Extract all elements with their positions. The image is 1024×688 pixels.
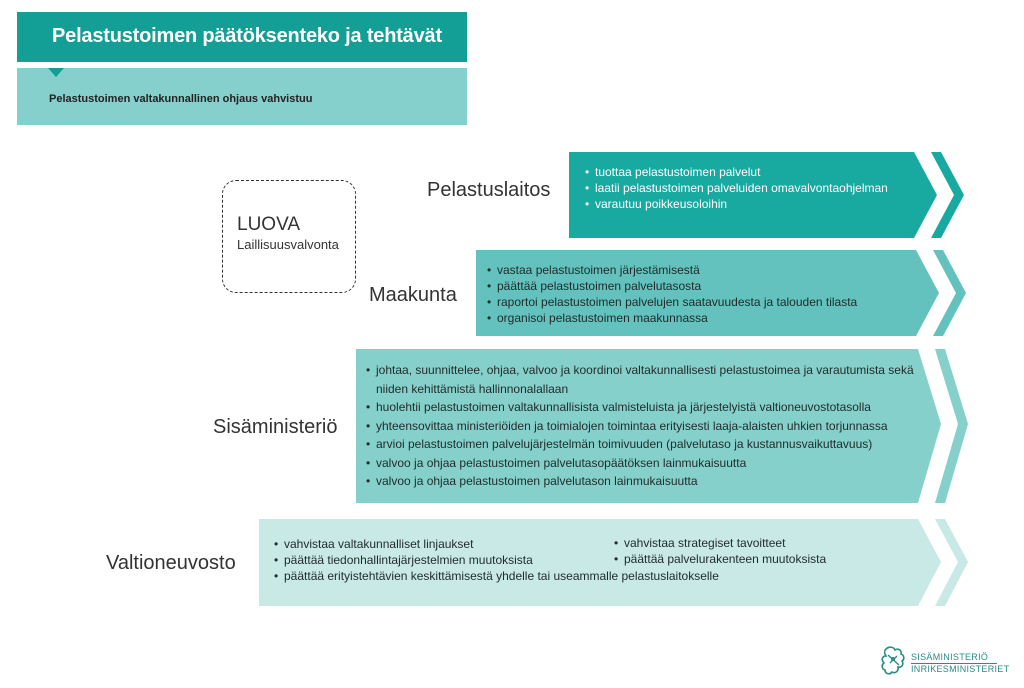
label-sisaministerio: Sisäministeriö xyxy=(213,416,338,438)
list-item: • arvioi pelastustoimen palvelujärjestelmän toimivuuden (palvelutaso ja kustannusvaikuttavuus) xyxy=(366,435,916,454)
logo-text-sv: INRIKESMINISTERIET xyxy=(911,664,1010,674)
list-item: • päättää palvelurakenteen muutoksista xyxy=(614,551,826,567)
sisaministerio-task-list xyxy=(366,361,916,491)
luova-title: LUOVA xyxy=(237,214,301,235)
list-item: • johtaa, suunnittelee, ohjaa, valvoo ja koordinoi valtakunnallisesti pelastustoimea ja varautumista sekä niiden kehittämistä hallinnonalallaan xyxy=(366,361,916,398)
logo-text-fi: SISÄMINISTERIÖ xyxy=(911,652,989,662)
luova-subtitle: Laillisuusvalvonta xyxy=(237,237,339,252)
list-item: • päättää pelastustoimen palvelutasosta xyxy=(487,278,857,294)
list-item: • vahvistaa strategiset tavoitteet xyxy=(614,535,826,551)
label-valtioneuvosto: Valtioneuvosto xyxy=(106,552,236,574)
list-item: • päättää erityistehtävien keskittämisestä yhdelle tai useammalle pelastuslaitokselle xyxy=(274,568,719,584)
valtioneuvosto-task-list-right xyxy=(614,535,826,567)
label-pelastuslaitos: Pelastuslaitos xyxy=(427,179,551,201)
list-item: • valvoo ja ohjaa pelastustoimen palvelutason lainmukaisuutta xyxy=(366,472,916,491)
pelastuslaitos-task-list xyxy=(585,164,888,212)
list-item: • huolehtii pelastustoimen valtakunnallisista valmisteluista ja järjestelyistä valtioneuvostotasolla xyxy=(366,398,916,417)
list-item: • tuottaa pelastustoimen palvelut xyxy=(585,164,888,180)
list-item: • laatii pelastustoimen palveluiden omavalvontaohjelman xyxy=(585,180,888,196)
list-item: • yhteensovittaa ministeriöiden ja toimialojen toimintaa erityisesti laaja-alaisten uhkien torjunnassa xyxy=(366,417,916,436)
maakunta-task-list xyxy=(487,262,857,326)
list-item: • vahvistaa valtakunnalliset linjaukset xyxy=(274,536,719,552)
list-item: • valvoo ja ohjaa pelastustoimen palvelutasopäätöksen lainmukaisuutta xyxy=(366,454,916,473)
lion-emblem-icon xyxy=(880,645,908,677)
list-item: • vastaa pelastustoimen järjestämisestä xyxy=(487,262,857,278)
list-item: • raportoi pelastustoimen palvelujen saatavuudesta ja talouden tilasta xyxy=(487,294,857,310)
list-item: • varautuu poikkeusoloihin xyxy=(585,196,888,212)
label-maakunta: Maakunta xyxy=(369,284,457,306)
list-item: • päättää tiedonhallintajärjestelmien muutoksista xyxy=(274,552,719,568)
page-title: Pelastustoimen päätöksenteko ja tehtävät xyxy=(52,25,442,47)
list-item: • organisoi pelastustoimen maakunnassa xyxy=(487,310,857,326)
page-subtitle: Pelastustoimen valtakunnallinen ohjaus vahvistuu xyxy=(49,93,313,105)
